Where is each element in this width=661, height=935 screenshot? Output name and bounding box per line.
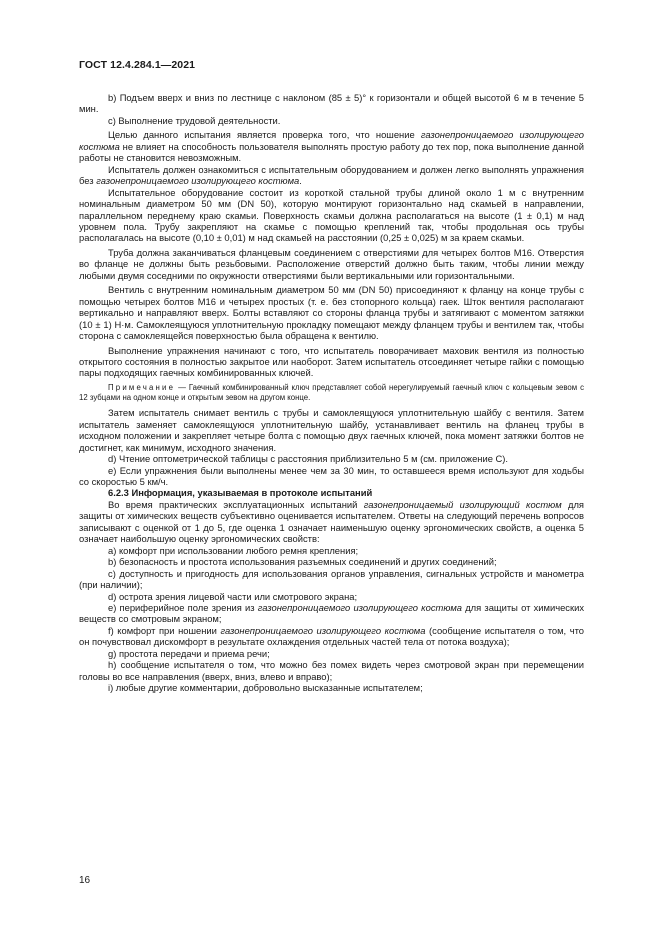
note	[79, 383, 584, 403]
paragraph: Вентиль с внутренним номинальным диаметром 50 мм (DN 50) присоединяют к фланцу на конце трубы с помощью четырех болтов М16 и четырех простых (т. е. без стопорного кольца) гаек. Шток вентиля располагают вертикально и направляют вверх. Болты вставляют со стороны фланца трубы и затягивают с моментом затяжки (10 ± 1) Н·м. Самоклеящуюся уплотнительную прокладку помещают между фланцем трубы и вентилем так, чтобы сторона с самоклеящейся поверхностью была обращена к вентилю.	[79, 284, 584, 342]
list-item: h) сообщение испытателя о том, что можно без помех видеть через смотровой экран при перемещении головы во все направления (вверх, вниз, влево и вправо);	[79, 659, 584, 682]
list-item	[79, 602, 584, 625]
text-run: Целью данного испытания является проверка того, что ношение	[108, 129, 421, 141]
text-run: не влияет на способность пользователя выполнять простую работу до тех пор, пока выполнение данной работы не становится невозможным.	[79, 140, 584, 164]
paragraph: Затем испытатель снимает вентиль с трубы и самоклеящуюся уплотнительную шайбу с вентиля. Затем испытатель заменяет самоклеящуюся уплотнительную шайбу, устанавливает вентиль на фланец трубы в исходном положении и закрепляет четыре болта с помощью двух гаечных ключей, пока момент затяжки болтов не достигнет, как минимум, исходного значения.	[79, 407, 584, 453]
text-run: для защиты от химических веществ со смотровым экраном;	[79, 601, 585, 625]
paragraph: d) Чтение оптометрической таблицы с расстояния приблизительно 5 м (см. приложение С).	[108, 453, 509, 465]
paragraph: Испытательное оборудование состоит из короткой стальной трубы длиной около 1 м с внутренним номинальным диаметром 50 мм (DN 50), которую монтируют горизонтально над скамьей в направлении, параллельном переднему краю скамьи. Поверхность скамьи должна располагаться на высоте (1 ± 0,1) м над уровнем пола. Трубу закрепляют на скамье с помощью креплений так, чтобы продольная ось трубы располагалась на высоте (0,10 ± 0,01) м над скамьей на расстоянии (0,25 ± 0,025) м за краем скамьи.	[79, 186, 584, 244]
paragraph	[79, 164, 584, 187]
italic-term: газонепроницаемого изолирующего костюма	[96, 175, 300, 187]
note-label: Примечание	[108, 382, 176, 392]
section-heading: 6.2.3 Информация, указываемая в протоколе испытаний	[108, 487, 373, 499]
list-item: g) простота передачи и приема речи;	[108, 647, 270, 659]
paragraph: e) Если упражнения были выполнены менее чем за 30 мин, то оставшееся время используют для ходьбы со скоростью 5 км/ч.	[79, 464, 584, 487]
document-header: ГОСТ 12.4.284.1—2021	[79, 59, 196, 71]
italic-term: газонепроницаемого изолирующего костюма	[220, 624, 426, 636]
note-text: — Гаечный комбинированный ключ представляет собой нерегулируемый гаечный ключ с кольцевым зевом с 12 зубцами на одном конце и открытым зевом на другом конце.	[79, 382, 584, 403]
list-item: i) любые другие комментарии, добровольно высказанные испытателем;	[108, 682, 423, 694]
list-item: c) доступность и пригодность для использования органов управления, сигнальных устройств и манометра (при наличии);	[79, 567, 584, 591]
text-run: .	[299, 175, 302, 187]
paragraph: Труба должна заканчиваться фланцевым соединением с отверстиями для четырех болтов М16. Отверстия во фланце не должны быть резьбовыми. Расположение отверстий должно быть таким, чтобы линии между любыми двумя соседними по окружности отверстиями были вертикальными или горизонтальными.	[79, 246, 584, 281]
text-run: Во время практических эксплуатационных испытаний	[108, 498, 364, 510]
list-item: a) комфорт при использовании любого ремня крепления;	[108, 544, 359, 556]
text-run: f) комфорт при ношении	[108, 624, 221, 636]
document-body	[79, 92, 584, 694]
text-run: e) периферийное поле зрения из	[108, 601, 258, 613]
list-item: b) безопасность и простота использования разъемных соединений и других соединений;	[108, 556, 497, 568]
text-run: для защиты от химических веществ субъективно оценивается испытателем. Ответы на следующий перечень вопросов записывают с оценкой от 1 до 5, где оценка 1 означает наименьшую оценку эргономических свойств, а оценка 5 означает наибольшую оценку эргономических свойств:	[79, 498, 585, 545]
italic-term: газонепроницаемого изолирующего костюма	[257, 601, 463, 613]
paragraph: Выполнение упражнения начинают с того, что испытатель поворачивает маховик вентиля из полностью открытого состояния в полностью закрытое или наоборот. Затем испытатель отсоединяет четыре гайки с помощью пары подходящих гаечных комбинированных ключей.	[79, 344, 584, 379]
italic-term: газонепроницаемого изолирующего костюма	[79, 129, 584, 152]
paragraph: c) Выполнение трудовой деятельности.	[108, 114, 281, 126]
paragraph	[79, 129, 584, 163]
paragraph	[79, 499, 584, 545]
list-item	[79, 625, 584, 648]
italic-term: газонепроницаемый изолирующий костюм	[363, 498, 562, 510]
text-run: Испытатель должен ознакомиться с испытательным оборудованием и должен легко выполнять упражнения без	[79, 163, 584, 187]
text-run: (сообщение испытателя о том, что он почувствовал дискомфорт в результате охлаждения отдельных частей тела от потока воздуха);	[79, 624, 585, 648]
page-number: 16	[79, 875, 91, 886]
paragraph: b) Подъем вверх и вниз по лестнице с наклоном (85 ± 5)° к горизонтали и общей высотой 6 м в течение 5 мин.	[79, 92, 584, 115]
list-item: d) острота зрения лицевой части или смотрового экрана;	[108, 590, 358, 602]
